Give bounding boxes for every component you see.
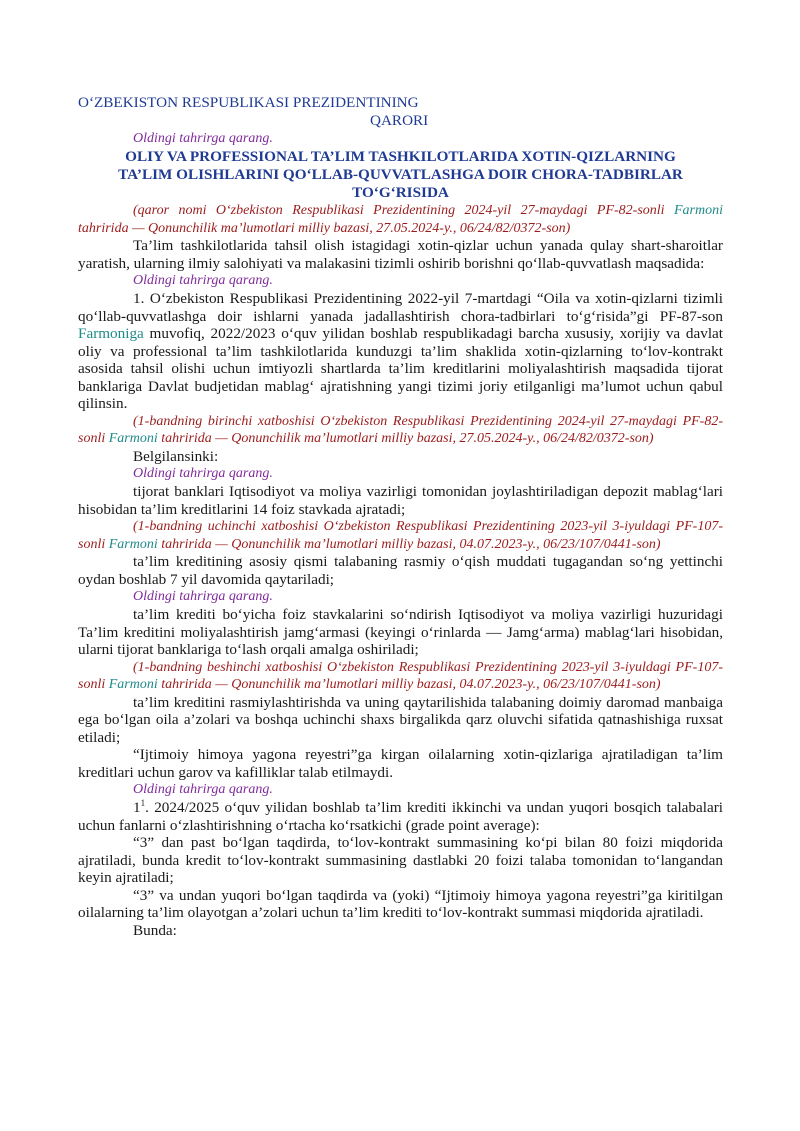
decree-link[interactable]: Farmoni — [108, 677, 158, 692]
prev-edition-link[interactable]: Oldingi tahrirga qarang. — [133, 589, 273, 604]
doc-type: QARORI — [370, 112, 429, 129]
prev-edition-link[interactable]: Oldingi tahrirga qarang. — [133, 782, 273, 797]
clause-1-1-paragraph: $1^1$. 2024/2025 o‘quv yilidan boshlab ta’lim krediti ikkinchi va undan yuqori bosqich talabalari uchun fanlarni o‘zlashtirishning o‘rtacha ko‘rsatkichi (grade point average): — [78, 797, 723, 834]
paragraph: ta’lim kreditining asosiy qismi talabaning rasmiy o‘qish muddati tugagandan so‘ng yettinchi oydan boshlab 7 yil davomida qaytariladi; — [78, 553, 723, 588]
paragraph: “3” dan past bo‘lgan taqdirda, to‘lov-kontrakt summasining ko‘pi bilan 80 foizi miqdorida ajratiladi, bunda kredit to‘lov-kontrakt summasining dastlabki 20 foizi talaba tomonidan to‘langandan keyin ajratiladi; — [78, 834, 723, 886]
paragraph: Bunda: — [133, 921, 177, 939]
paragraph: ta’lim krediti bo‘yicha foiz stavkalarini so‘ndirish Iqtisodiyot va moliya vazirligi huzuridagi Ta’lim kreditini moliyalashtirish jamg‘armasi (keyingi o‘rinlarda — Jamg‘arma) mablag‘lari hisobidan, ularni tijorat banklariga to‘lash orqali amalga oshiriladi; — [78, 606, 723, 658]
paragraph: “Ijtimoiy himoya yagona reyestri”ga kirgan oilalarning xotin-qizlariga ajratiladigan ta’lim kreditlari uchun garov va kafilliklar talab etilmaydi. — [78, 746, 723, 781]
issuer-line: O‘ZBEKISTON RESPUBLIKASI PREZIDENTINING — [78, 94, 419, 111]
title-line-3: TO‘G‘RISIDA — [352, 184, 449, 201]
amendment-note: (1-bandning birinchi xatboshisi O‘zbekiston Respublikasi Prezidentining 2024-yil 27-maydagi PF-82-sonli Farmoni tahririda — Qonunchilik ma’lumotlari milliy bazasi, 27.05.2024-y., 06/24/82/0372-son) — [78, 413, 723, 446]
document-page — [78, 94, 723, 939]
title-line-1: OLIY VA PROFESSIONAL TA’LIM TASHKILOTLARIDA XOTIN-QIZLARNING — [125, 148, 676, 165]
prev-edition-link[interactable]: Oldingi tahrirga qarang. — [133, 131, 273, 146]
prev-edition-link[interactable]: Oldingi tahrirga qarang. — [133, 466, 273, 481]
doc-title — [78, 148, 723, 202]
amendment-note: (1-bandning beshinchi xatboshisi O‘zbekiston Respublikasi Prezidentining 2023-yil 3-iyuldagi PF-107-sonli Farmoni tahririda — Qonunchilik ma’lumotlari milliy bazasi, 04.07.2023-y., 06/23/107/0441-son) — [78, 659, 723, 692]
clause-1-paragraph: 1. O‘zbekiston Respublikasi Prezidentining 2022-yil 7-martdagi “Oila va xotin-qizlarni tizimli qo‘llab-quvvatlashga doir ishlarni yanada jadallashtirish chora-tadbirlari to‘g‘risida”gi PF-87-son Farmoniga muvofiq, 2022/2023 o‘quv yilidan boshlab respublikadagi barcha xususiy, xorijiy va davlat oliy va professional ta’lim tashkilotlarida kunduzgi ta’lim shaklida xotin-qizlarning to‘lov-kontrakt asosida tahsil olishi uchun imtiyozli shartlarda ta’lim kreditlarini moliyalashtirish maqsadida tijorat banklariga Davlat budjetidan mablag‘ ajratishning yangi tizimi joriy etilganligi ma’lumot uchun qabul qilinsin. — [78, 290, 723, 412]
paragraph: “3” va undan yuqori bo‘lgan taqdirda va (yoki) “Ijtimoiy himoya yagona reyestri”ga kiritilgan oilalarning ta’lim olayotgan a’zolari uchun ta’lim krediti to‘lov-kontrakt summasi miqdorida ajratiladi. — [78, 886, 723, 921]
title-line-2: TA’LIM OLISHLARINI QO‘LLAB-QUVVATLASHGA DOIR CHORA-TADBIRLAR — [118, 166, 683, 183]
established-heading: Belgilansinki: — [133, 447, 219, 465]
decree-link[interactable]: Farmoni — [108, 536, 158, 552]
amendment-note: (qaror nomi O‘zbekiston Respublikasi Prezidentining 2024-yil 27-maydagi PF-82-sonli Farmoni tahririda — Qonunchilik ma’lumotlari milliy bazasi, 27.05.2024-y., 06/24/82/0372-son) — [78, 203, 723, 236]
prev-edition-link[interactable]: Oldingi tahrirga qarang. — [133, 273, 273, 288]
preamble-paragraph: Ta’lim tashkilotlarida tahsil olish istagidagi xotin-qizlar uchun yanada qulay shart-sharoitlar yaratish, ularning ilmiy salohiyati va malakasini tizimli oshirib borishni qo‘llab-quvvatlash maqsadida: — [78, 237, 723, 272]
paragraph: tijorat banklari Iqtisodiyot va moliya vazirligi tomonidan joylashtiriladigan depozit mablag‘lari hisobidan ta’lim kreditlarini 14 foiz stavkada ajratadi; — [78, 483, 723, 518]
amendment-note: (1-bandning uchinchi xatboshisi O‘zbekiston Respublikasi Prezidentining 2023-yil 3-iyuldagi PF-107-sonli Farmoni tahririda — Qonunchilik ma’lumotlari milliy bazasi, 04.07.2023-y., 06/23/107/0441-son) — [78, 519, 723, 552]
decree-link[interactable]: Farmoniga — [78, 325, 144, 342]
decree-link[interactable]: Farmoni — [108, 431, 158, 446]
decree-link[interactable]: Farmoni — [674, 203, 723, 218]
paragraph: ta’lim kreditini rasmiylashtirishda va uning qaytarilishida talabaning doimiy daromad manbaiga ega bo‘lgan oila a’zolari va boshqa uchinchi shaxs birgalikda qarz oluvchi sifatida qatnashishiga ruxsat etiladi; — [78, 693, 723, 746]
